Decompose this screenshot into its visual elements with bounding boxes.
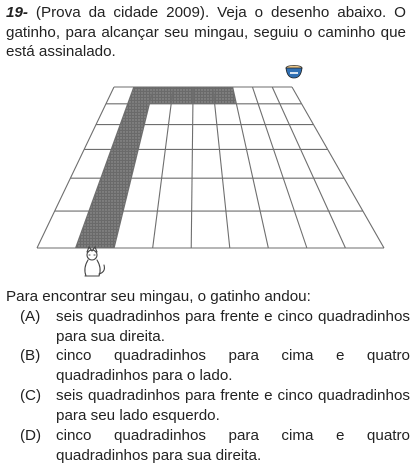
question-header [6, 3, 406, 62]
bowl-icon [286, 65, 302, 78]
path-cell [193, 87, 215, 104]
grid-column-line [213, 87, 230, 248]
grid-column-line [191, 87, 193, 248]
grid-column-line [272, 87, 345, 248]
option-b-letter: (B) [20, 347, 41, 364]
option-b-text: cinco quadradinhos para cima e quatro quadradinhos para o lado. [56, 347, 410, 384]
grid-figure [0, 62, 414, 287]
path-cell [171, 87, 193, 104]
grid-column-line [252, 87, 306, 248]
option-a-text: seis quadradinhos para frente e cinco quadradinhos para sua direita. [56, 308, 410, 345]
grid-column-line [292, 87, 384, 248]
grid-column-line [153, 87, 174, 248]
option-d-text: cinco quadradinhos para cima e quatro quadradinhos para sua direita. [56, 427, 410, 464]
grid-column-line [233, 87, 269, 248]
option-c-text: seis quadradinhos para frente e cinco quadradinhos para seu lado esquerdo. [56, 387, 410, 424]
option-c-letter: (C) [20, 387, 42, 404]
question-intro: (Prova da cidade 2009). Veja o desenho abaixo. O gatinho, para alcançar seu mingau, seguiu o caminho que está assinalado. [6, 4, 406, 60]
option-a-letter: (A) [20, 308, 41, 325]
option-d-letter: (D) [20, 427, 42, 444]
question-number: 19- [6, 4, 28, 21]
cat-icon [85, 247, 105, 276]
question-prompt: Para encontrar seu mingau, o gatinho andou: [6, 288, 311, 305]
